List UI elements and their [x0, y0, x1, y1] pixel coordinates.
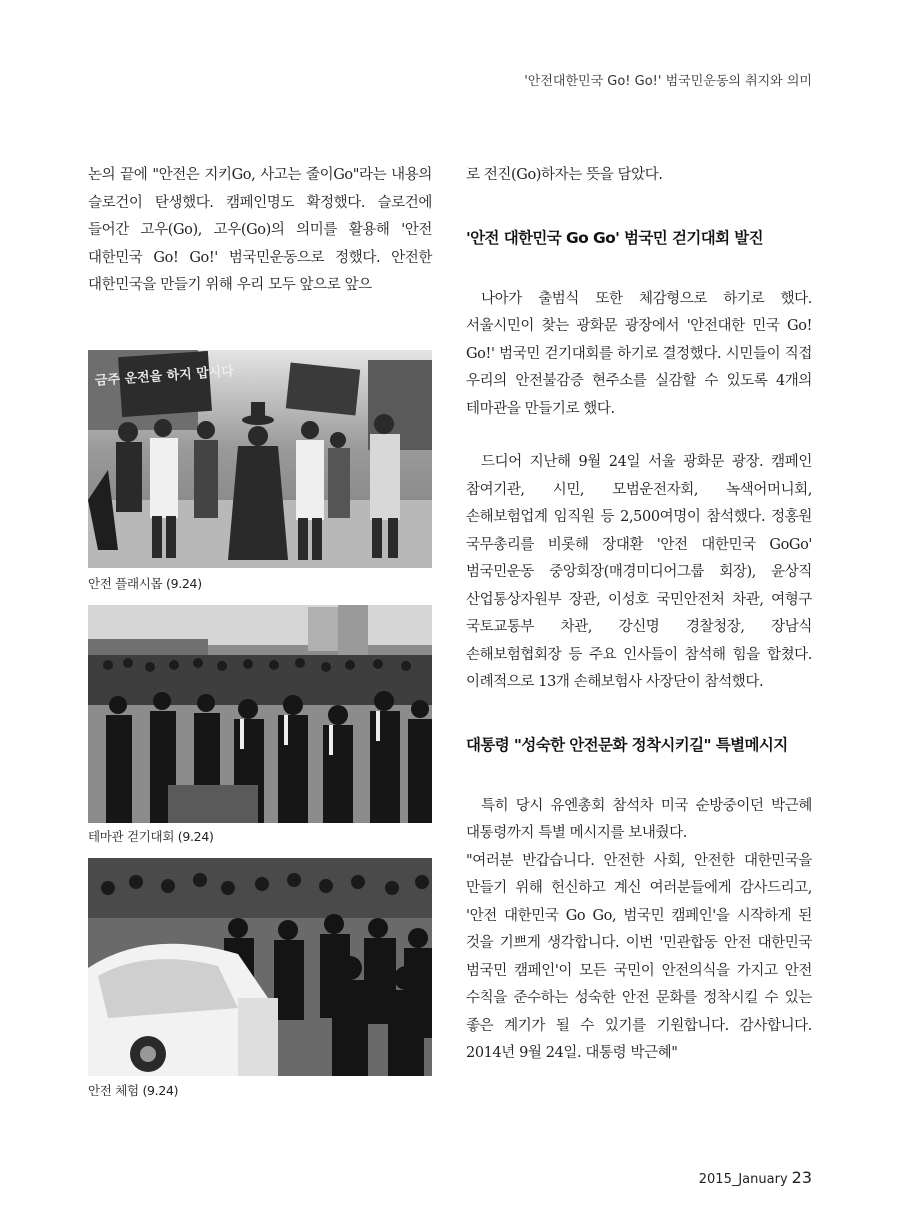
paragraph-launch: 나아가 출범식 또한 체감형으로 하기로 했다. 서울시민이 찾는 광화문 광장에서 '안전대한 민국 Go! Go!' 범국민 걷기대회를 하기로 결정했다. 시민들이 직접 우리의 안전불감증 현주소를 실감할 수 있도록 4개의 테마관을 만들기로 했다. [466, 290, 812, 417]
running-header: '안전대한민국 Go! Go!' 범국민운동의 취지와 의미 [524, 74, 812, 89]
photo-caption-walking: 테마관 걷기대회 (9.24) [88, 829, 214, 844]
left-paragraph: 논의 끝에 "안전은 지키Go, 사고는 줄이Go"라는 내용의 슬로건이 탄생했다. 캠페인명도 확정했다. 슬로건에 들어간 고우(Go), 고우(Go)의 의미를 활용해 '안전 대한민국 Go! Go!' 범국민운동으로 정했다. 안전한 대한민국을 만들기 위해 우리 모두 앞으로 앞으 [88, 167, 432, 293]
walking-event-photo [88, 605, 432, 823]
safety-experience-photo [88, 858, 432, 1076]
continuation-text: 로 전진(Go)하자는 뜻을 담았다. [466, 167, 663, 183]
page-footer [699, 1168, 812, 1187]
section-heading-walking: '안전 대한민국 Go Go' 범국민 걷기대회 발진 [466, 228, 764, 247]
section-heading-president: 대통령 "성숙한 안전문화 정착시키길" 특별메시지 [466, 735, 788, 754]
photo-caption-safety: 안전 체험 (9.24) [88, 1083, 179, 1098]
left-column [88, 162, 432, 300]
paragraph-attendance: 드디어 지난해 9월 24일 서울 광화문 광장. 캠페인 참여기관, 시민, 모범운전자회, 녹색어머니회, 손해보험업계 임직원 등 2,500여명이 참석했다. 정홍원 국무총리를 비롯해 장대환 '안전 대한민국 GoGo' 범국민운동 중앙회장(매경미디어그룹 회장), 윤상직 산업통상자원부 장관, 이성호 국민안전처 차관, 여형구 국토교통부 차관, 강신명 경찰청장, 장남식 손해보험협회장 등 주요 인사들이 참석해 힘을 합쳤다. 이례적으로 13개 손해보험사 사장단이 참석했다. [466, 454, 812, 690]
page-number: 23 [791, 1168, 812, 1187]
flashmob-photo [88, 350, 432, 568]
protest-sign-text: 금주 운전을 하지 맙시다 [94, 364, 235, 389]
paragraph-president: 특히 당시 유엔총회 참석차 미국 순방중이던 박근혜 대통령까지 특별 메시지를 보내줬다. [466, 797, 812, 841]
photo-caption-flashmob: 안전 플래시몹 (9.24) [88, 576, 202, 591]
president-quote: "여러분 반갑습니다. 안전한 사회, 안전한 대한민국을 만들기 위해 헌신하고 계신 여러분들에게 감사드리고, '안전 대한민국 Go Go, 범국민 캠페인'을 시작하게 된 것을 기쁘게 생각합니다. 이번 '민관합동 안전 대한민국 범국민 캠페인'이 모든 국민이 안전의식을 가지고 안전 수칙을 준수하는 성숙한 안전 문화를 정착시킬 수 있는 좋은 계기가 될 수 있기를 기원합니다. 감사합니다. 2014년 9월 24일. 대통령 박근혜" [466, 852, 812, 1061]
issue-label: 2015_January [698, 1172, 788, 1187]
right-column [466, 162, 812, 1068]
